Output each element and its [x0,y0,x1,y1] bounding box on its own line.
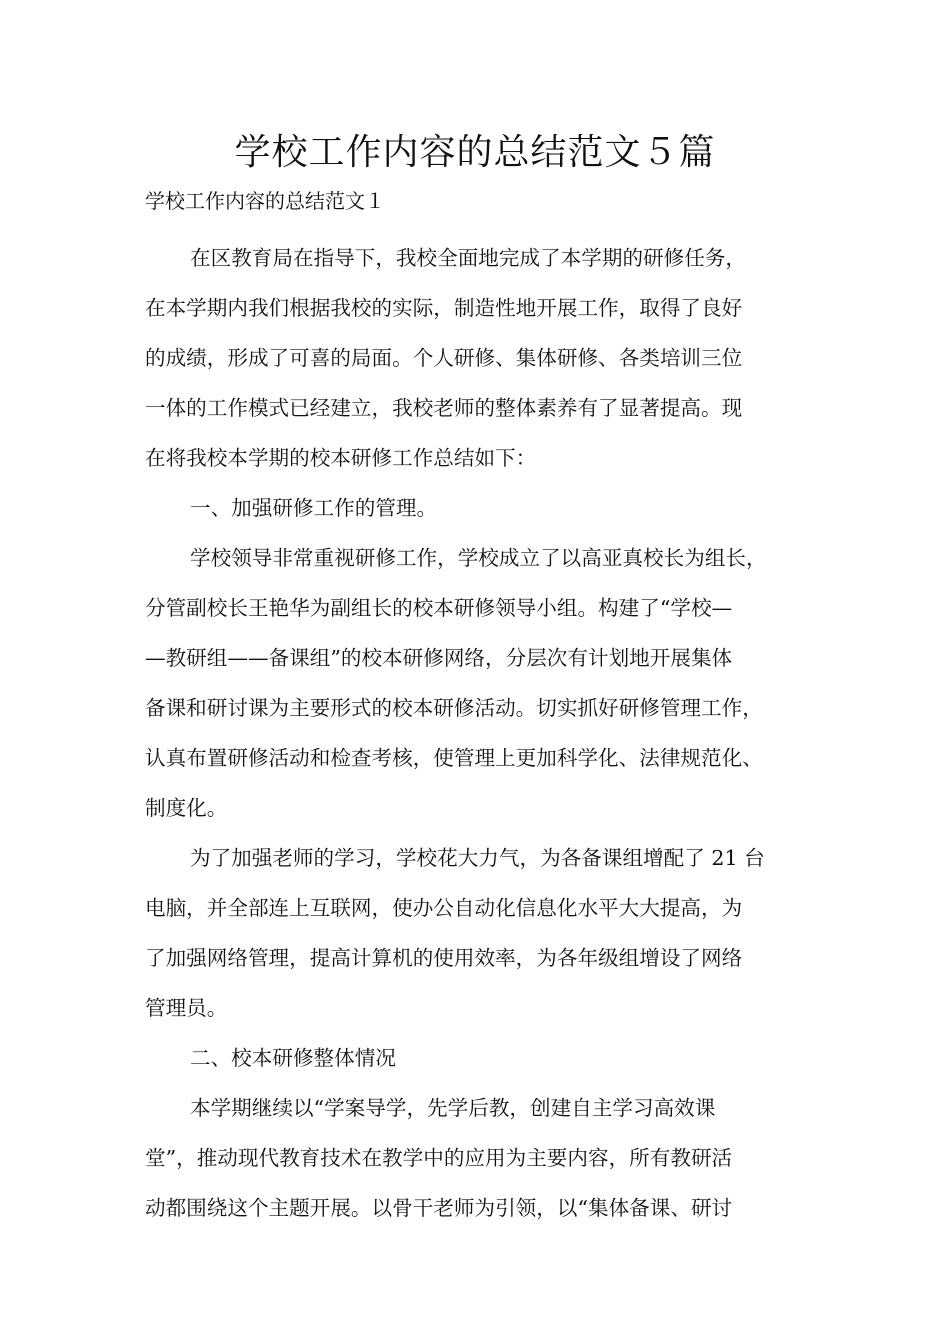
text-line: 的成绩，形成了可喜的局面。个人研修、集体研修、各类培训三位 [145,346,743,370]
text-line: 制度化。 [145,796,228,820]
text-line: 了加强网络管理，提高计算机的使用效率，为各年级组增设了网络 [145,946,743,970]
text-line: 认真布置研修活动和检查考核，使管理上更加科学化、法律规范化、 [145,746,763,770]
text-line: 分管副校长王艳华为副组长的校本研修领导小组。构建了“学校— [145,596,733,620]
document-body [145,233,825,1233]
text-line: 本学期继续以“学案导学，先学后教，创建自主学习高效课 [190,1096,716,1120]
text-line: 一体的工作模式已经建立，我校老师的整体素养有了显著提高。现 [145,396,743,420]
text-line: 学校领导非常重视研修工作，学校成立了以高亚真校长为组长， [190,546,767,570]
text-line: 在区教育局在指导下，我校全面地完成了本学期的研修任务， [190,246,747,270]
text-line: 为了加强老师的学习，学校花大力气，为各备课组增配了 21 台 [190,846,765,870]
text-line: 电脑，并全部连上互联网，使办公自动化信息化水平大大提高，为 [145,896,743,920]
document-title: 学校工作内容的总结范文５篇 [234,132,716,173]
text-line: 动都围绕这个主题开展。以骨干老师为引领，以“集体备课、研讨 [145,1196,733,1220]
document-subtitle: 学校工作内容的总结范文１ [145,189,385,213]
text-line: 管理员。 [145,996,228,1020]
text-line: —教研组——备课组”的校本研修网络，分层次有计划地开展集体 [145,646,733,670]
section-heading: 一、加强研修工作的管理。 [190,496,438,520]
text-line: 堂”，推动现代教育技术在教学中的应用为主要内容，所有教研活 [145,1146,733,1170]
text-line: 备课和研讨课为主要形式的校本研修活动。切实抓好研修管理工作， [145,696,763,720]
text-line: 在本学期内我们根据我校的实际，制造性地开展工作，取得了良好 [145,296,743,320]
section-heading: 二、校本研修整体情况 [190,1046,396,1070]
text-line: 在将我校本学期的校本研修工作总结如下： [145,446,537,470]
